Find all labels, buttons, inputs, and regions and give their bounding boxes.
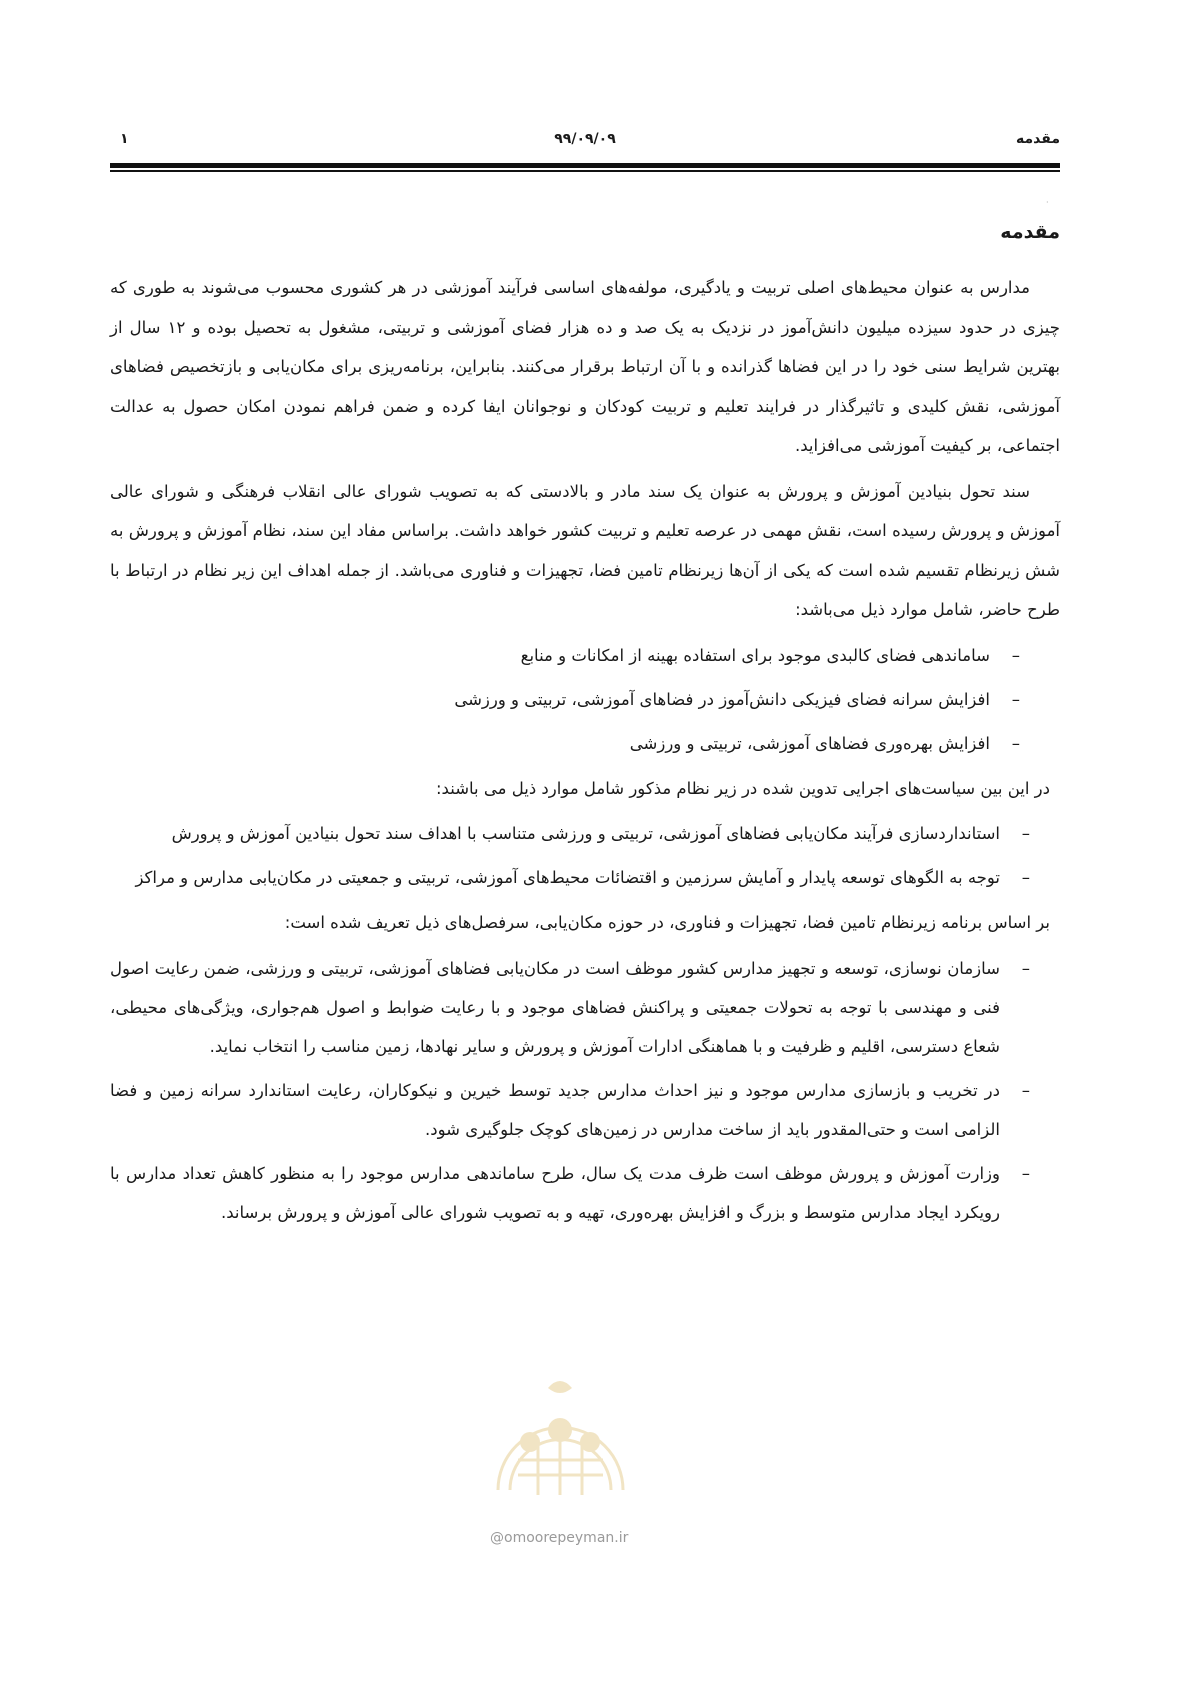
list-item-text: استانداردسازی فرآیند مکان‌یابی فضاهای آموزشی، تربیتی و ورزشی متناسب با اهداف سند تحول بنیادین آموزش و پرورش: [171, 824, 1000, 843]
section-title: مقدمه: [1000, 221, 1060, 243]
dash-bullet-icon: –: [1011, 645, 1020, 665]
header-page-number: ۱: [120, 131, 129, 147]
dash-bullet-icon: –: [1011, 733, 1020, 753]
list-item-text: توجه به الگوهای توسعه پایدار و آمایش سرزمین و اقتضائات محیط‌های آموزشی، تربیتی و جمعیتی در مکان‌یابی مدارس و مراکز: [135, 868, 1000, 887]
list-item: [110, 636, 1060, 675]
headings-intro: بر اساس برنامه زیرنظام تامین فضا، تجهیزات و فناوری، در حوزه مکان‌یابی، سرفصل‌های ذیل تعریف شده است:: [284, 913, 1050, 932]
paragraph-1: مدارس به عنوان محیط‌های اصلی تربیت و یادگیری، مولفه‌های اساسی فرآیند آموزشی در هر کشوری محسوب می‌شوند به طوری که چیزی در حدود سیزده میلیون دانش‌آموز در نزدیک به یک صد و ده هزار فضای آموزشی و تربیتی، مشغول به تحصیل بوده و ۱۲ سال از بهترین شرایط سنی خود را در این فضاها گذرانده و با آن ارتباط برقرار می‌کنند. بنابراین، برنامه‌ریزی برای مکان‌یابی و بازتخصیص فضاهای آموزشی، نقش کلیدی و تاثیرگذار در فرایند تعلیم و تربیت کودکان و نوجوانان ایفا کرده و ضمن فراهم نمودن امکان حصول به عدالت اجتماعی، بر کیفیت آموزشی می‌افزاید.: [110, 278, 1060, 455]
dash-bullet-icon: –: [1021, 1080, 1030, 1100]
dash-bullet-icon: –: [1011, 689, 1020, 709]
list-item-text: وزارت آموزش و پرورش موظف است ظرف مدت یک سال، طرح ساماندهی مدارس موجود را به منظور کاهش تعداد مدارس با رویکرد ایجاد مدارس متوسط و بزرگ و افزایش بهره‌وری، تهیه و به تصویب شورای عالی آموزش و پرورش برساند.: [110, 1163, 1000, 1222]
dash-bullet-icon: –: [1021, 958, 1030, 978]
goals-list: [110, 636, 1060, 763]
document-body: [110, 218, 1060, 1238]
header-rule-thin: [110, 170, 1060, 172]
list-item-text: افزایش بهره‌وری فضاهای آموزشی، تربیتی و ورزشی: [629, 733, 990, 753]
list-item: [110, 724, 1060, 763]
list-item-text: در تخریب و بازسازی مدارس موجود و نیز احداث مدارس جدید توسط خیرین و نیکوکاران، رعایت استاندارد سرانه زمین و فضا الزامی است و حتی‌المقدور باید از ساخت مدارس در زمین‌های کوچک جلوگیری شود.: [110, 1080, 1000, 1139]
headings-list: [110, 949, 1060, 1232]
list-item: [110, 949, 1060, 1066]
header-date: ۹۹/۰۹/۰۹: [554, 131, 616, 147]
list-item: [110, 814, 1060, 853]
list-item: [110, 1071, 1060, 1149]
policies-list: [110, 814, 1060, 897]
watermark-seal-icon: [478, 1370, 643, 1500]
dash-bullet-icon: –: [1021, 1163, 1030, 1183]
list-item-text: ساماندهی فضای کالبدی موجود برای استفاده بهینه از امکانات و منابع: [520, 645, 990, 665]
paragraph-2: سند تحول بنیادین آموزش و پرورش به عنوان یک سند مادر و بالادستی که به تصویب شورای عالی انقلاب فرهنگی و شورای عالی آموزش و پرورش رسیده است، نقش مهمی در عرصه تعلیم و تربیت کشور خواهد داشت. براساس مفاد این سند، نظام آموزش و پرورش به شش زیرنظام تقسیم شده است که یکی از آن‌ها زیرنظام تامین فضا، تجهیزات و فناوری می‌باشد. از جمله اهداف این زیر نظام در ارتباط با طرح حاضر، شامل موارد ذیل می‌باشد:: [110, 481, 1060, 619]
header-rule-thick: [110, 163, 1060, 168]
list-item: [110, 680, 1060, 719]
watermark-text: @omoorepeyman.ir: [490, 1530, 629, 1546]
list-item: [110, 858, 1060, 897]
list-item-text: افزایش سرانه فضای فیزیکی دانش‌آموز در فضاهای آموزشی، تربیتی و ورزشی: [454, 689, 990, 709]
list-item-text: سازمان نوسازی، توسعه و تجهیز مدارس کشور موظف است در مکان‌یابی فضاهای آموزشی، تربیتی و ورزشی، ضمن رعایت اصول فنی و مهندسی با توجه به تحولات جمعیتی و پراکنش فضاهای موجود و با رعایت ضوابط و اصول هم‌جواری، ویژگی‌های محیطی، شعاع دسترسی، اقلیم و ظرفیت و با هماهنگی ادارات آموزش و پرورش و سایر نهادها، زمین مناسب را انتخاب نماید.: [110, 958, 1000, 1056]
dash-bullet-icon: –: [1021, 824, 1030, 843]
list-item: [110, 1154, 1060, 1232]
header-section-title: مقدمه: [1016, 131, 1060, 147]
policies-intro: در این بین سیاست‌های اجرایی تدوین شده در زیر نظام مذکور شامل موارد ذیل می باشند:: [436, 778, 1050, 798]
page-header: [110, 131, 1060, 153]
dash-bullet-icon: –: [1021, 868, 1030, 887]
scan-dot: ·: [1046, 198, 1049, 207]
